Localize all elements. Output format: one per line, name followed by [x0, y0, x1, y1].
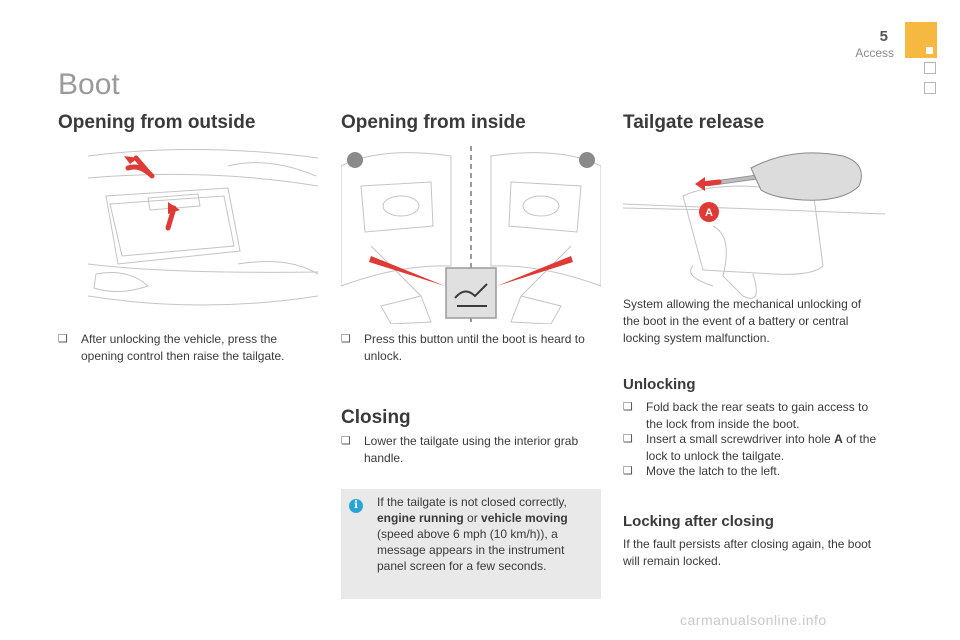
- closing-title: Closing: [341, 407, 411, 428]
- section-tab-active[interactable]: [905, 22, 937, 58]
- opening-outside-text: After unlocking the vehicle, press the opening control then raise the tailgate.: [81, 332, 285, 363]
- closing-text: Lower the tailgate using the interior grab handle.: [364, 434, 579, 465]
- checkbox-bullet-icon: ❑: [623, 433, 633, 445]
- section-tab[interactable]: [924, 62, 936, 74]
- info-text: If the tailgate is not closed correctly, engine running or vehicle moving (speed above 6 mph (10 km/h)), a message appears in the instrument panel screen for a few seconds.: [377, 495, 568, 573]
- list-item: [341, 331, 596, 365]
- list-item: [623, 399, 885, 433]
- list-item: [623, 431, 885, 465]
- opening-inside-title: Opening from inside: [341, 112, 526, 133]
- unlocking-title: Unlocking: [623, 376, 696, 393]
- watermark: carmanualsonline.info: [680, 612, 827, 628]
- unlocking-step-2-rest: of the lock to unlock the tailgate.: [646, 432, 877, 463]
- checkbox-bullet-icon: ❑: [623, 401, 633, 413]
- checkbox-bullet-icon: ❑: [341, 435, 351, 447]
- list-item: [58, 331, 303, 365]
- locking-title: Locking after closing: [623, 513, 774, 530]
- list-item: [623, 463, 885, 480]
- cabin-button-illustration: [341, 146, 601, 324]
- opening-outside-title: Opening from outside: [58, 112, 256, 133]
- section-name: Access: [855, 46, 894, 60]
- unlocking-step-1: Fold back the rear seats to gain access to the lock from inside the boot.: [646, 400, 869, 431]
- tailgate-outside-illustration: [88, 146, 318, 324]
- page-title: Boot: [58, 68, 120, 101]
- list-item: [341, 433, 596, 467]
- page-number: 5: [879, 28, 888, 45]
- checkbox-bullet-icon: ❑: [58, 333, 68, 345]
- tailgate-release-intro: System allowing the mechanical unlocking of the boot in the event of a battery or central locking system malfunction.: [623, 297, 862, 345]
- callout-a-label: A: [705, 207, 713, 219]
- tailgate-release-title: Tailgate release: [623, 112, 765, 133]
- info-icon: i: [349, 499, 363, 513]
- info-box: [341, 489, 601, 599]
- section-tab[interactable]: [924, 82, 936, 94]
- checkbox-bullet-icon: ❑: [341, 333, 351, 345]
- hole-label: A: [834, 432, 843, 446]
- opening-inside-text: Press this button until the boot is heard to unlock.: [364, 332, 585, 363]
- unlocking-step-3: Move the latch to the left.: [646, 464, 781, 478]
- locking-text: If the fault persists after closing again, the boot will remain locked.: [623, 537, 872, 568]
- checkbox-bullet-icon: ❑: [623, 465, 633, 477]
- unlocking-step-2: Insert a small screwdriver into hole: [646, 432, 831, 446]
